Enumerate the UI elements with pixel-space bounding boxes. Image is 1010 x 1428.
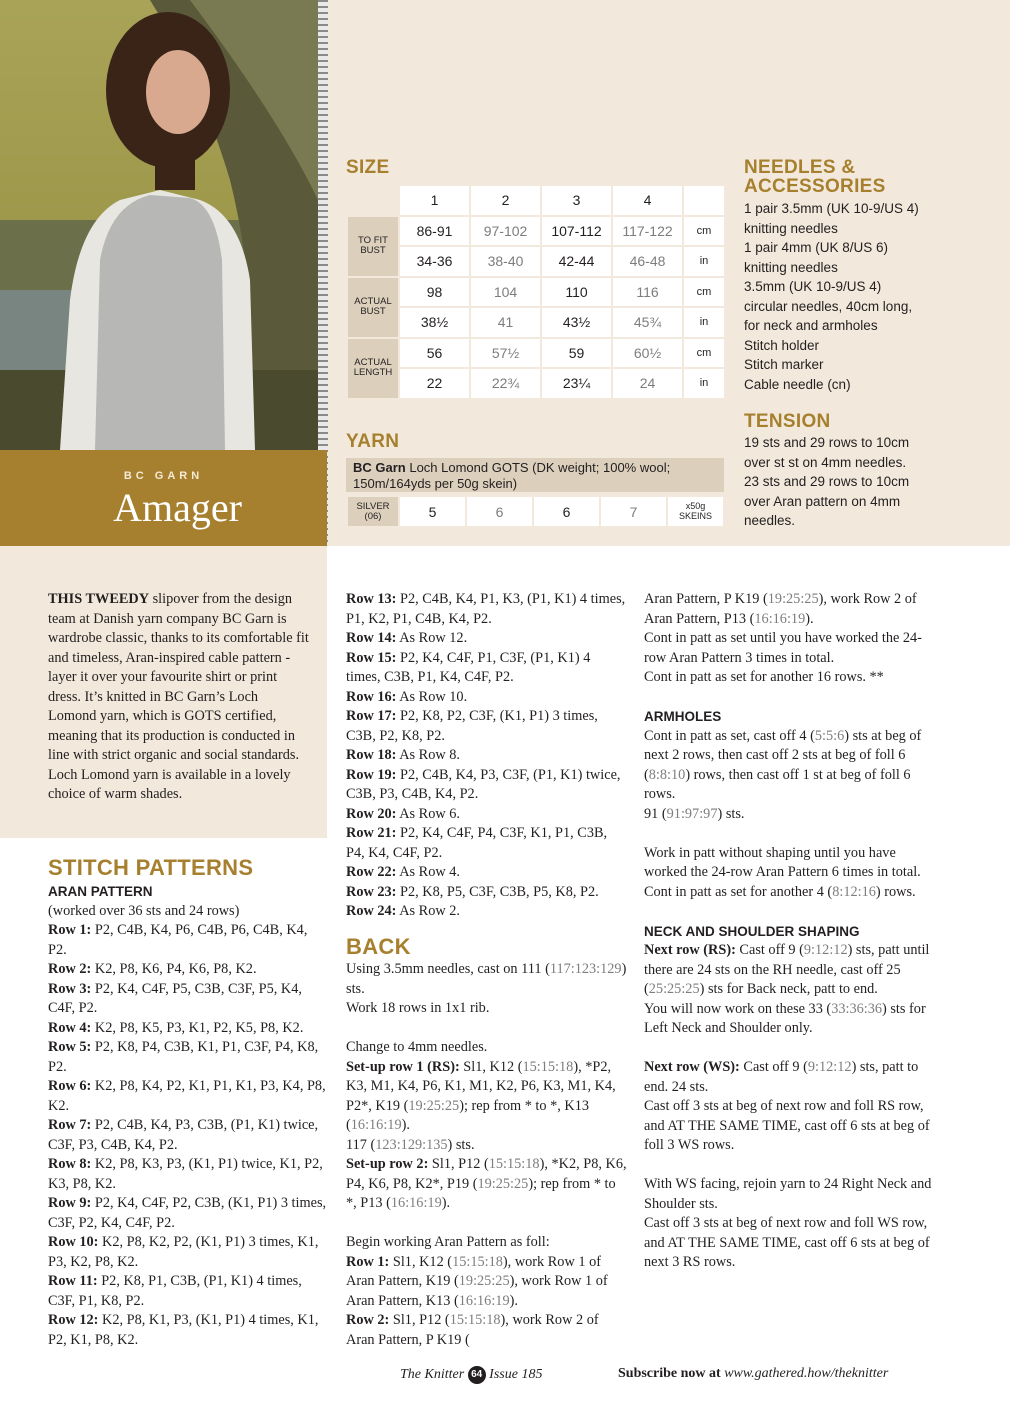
stitch-heading: STITCH PATTERNS — [48, 855, 254, 880]
pattern-row: Row 4: K2, P8, K5, P3, K1, P2, K5, P8, K2. — [48, 1019, 304, 1036]
cell: 97-102 — [471, 217, 540, 246]
cell: 59 — [542, 339, 611, 368]
pattern-row: Row 11: P2, K8, P1, C3B, (P1, K1) 4 times, C3F, P1, K8, P2. — [48, 1273, 302, 1309]
intro-lead: THIS TWEEDY — [48, 591, 150, 607]
yarn-unit: x50g SKEINS — [668, 497, 723, 526]
pattern-row: Row 14: As Row 12. — [346, 630, 468, 646]
cell: 117-122 — [613, 217, 682, 246]
cell: 45¾ — [613, 308, 682, 337]
pattern-row: Row 12: K2, P8, K1, P3, (K1, P1) 4 times, K1, P2, K1, P8, K2. — [48, 1312, 319, 1348]
pattern-row: Row 22: As Row 4. — [346, 864, 460, 880]
cell: 24 — [613, 369, 682, 398]
neck-heading: NECK AND SHOULDER SHAPING — [644, 923, 860, 939]
size-col: 3 — [542, 186, 611, 215]
pattern-row: Row 21: P2, K4, C4F, P4, C3F, K1, P1, C3B, P4, K4, C4F, P2. — [346, 825, 608, 861]
cell: 116 — [613, 278, 682, 307]
size-col: 2 — [471, 186, 540, 215]
cell: 23¼ — [542, 369, 611, 398]
cell: 38½ — [400, 308, 469, 337]
cell: 38-40 — [471, 247, 540, 276]
row-label: ACTUAL LENGTH — [348, 339, 398, 398]
pattern-row: Row 2: K2, P8, K6, P4, K6, P8, K2. — [48, 961, 257, 977]
unit-cell: in — [684, 247, 724, 276]
size-table — [346, 184, 726, 400]
cell: 34-36 — [400, 247, 469, 276]
needles-heading: NEEDLES & ACCESSORIES — [744, 157, 886, 197]
yarn-heading: YARN — [346, 431, 400, 452]
cell: 98 — [400, 278, 469, 307]
pattern-row: Row 10: K2, P8, K2, P2, (K1, P1) 3 times, K1, P3, K2, P8, K2. — [48, 1234, 319, 1270]
cell: 22¾ — [471, 369, 540, 398]
pattern-row: Row 6: K2, P8, K4, P2, K1, P1, K1, P3, K4, P8, K2. — [48, 1078, 326, 1114]
pattern-row: Row 3: P2, K4, C4F, P5, C3B, C3F, P5, K4, C4F, P2. — [48, 980, 302, 1016]
middle-column — [346, 590, 626, 922]
pattern-row: Row 17: P2, K8, P2, C3F, (K1, P1) 3 times, C3B, P2, K8, P2. — [346, 708, 598, 744]
issue-number: Issue 185 — [489, 1367, 543, 1383]
magazine-name: The Knitter — [400, 1367, 465, 1383]
yarn-brand: BC Garn — [353, 460, 406, 475]
stitch-column: ARAN PATTERN (worked over 36 sts and 24 rows) Row 1: P2, C4B, K4, P6, C4B, P6, C4B, K4, P2. Row 2: K2, P8, K6, P4, K6, P8, K2. Row 3: P2, K4, C4F, P5, C3B, C3F, P5, K4, C4F, P2. Row 4: K2, P8, K5, P3, K1, P2, K5, P8, K2. Row 5: P2, K8, P4, C3B, K1, P1, C3F, P4, K8, P2. Row 6: K2, P8, K4, P2, K1, P1, K1, P3, K4, P8, K2. Row 7: P2, C4B, K4, P3, C3B, (P1, K1) twice, C3F, P3, C4B, K4, P2. Row 8: K2, P8, K3, P3, (K1, P1) twice, K1, P2, K3, P8, K2. Row 9: P2, K4, C4F, P2, C3B, (K1, P1) 3 times, C3F, P2, K4, C4F, P2. Row 10: K2, P8, K2, P2, (K1, P1) 3 times, K1, P3, K2, P8, K2. Row 11: P2, K8, P1, C3B, (P1, K1) 4 times, C3F, P1, K8, P2. Row 12: K2, P8, K1, P3, (K1, P1) 4 times, K1, P2, K1, P8, K2. — [48, 882, 328, 1350]
yarn-amount: 5 — [400, 497, 465, 526]
unit-cell: cm — [684, 278, 724, 307]
right-column: Aran Pattern, P K19 (19:25:25), work Row 2 of Aran Pattern, P13 (16:16:19). Cont in patt as set until you have worked the 24-row Aran Pattern 3 times in total. Cont in patt as set for another 16 rows. ** ARMHOLES Cont in patt as set, cast off 4 (5:5:6) sts at beg of next 2 rows, then cast off 2 sts at beg of foll 6 (8:8:10) rows, then cast off 1 st at beg of foll 6 rows. 91 (91:97:97) sts. Work in patt without shaping until you have worked the 24-row Aran Pattern 6 times in total. Cont in patt as set for another 4 (8:12:16) rows. NECK AND SHOULDER SHAPING Next row (RS): Cast off 9 (9:12:12) sts, patt until there are 24 sts on the RH needle, cast off 25 (25:25:25) sts for Back neck, patt to end. You will now work on these 33 (33:36:36) sts for Left Neck and Shoulder only. Next row (WS): Cast off 9 (9:12:12) sts, patt to end. 24 sts. Cast off 3 sts at beg of next row and foll RS row, and AT THE SAME TIME, cast off 6 sts at beg of foll 3 WS rows. With WS facing, rejoin yarn to 24 Right Neck and Shoulder sts. Cast off 3 sts at beg of next row and foll WS row, and AT THE SAME TIME, cast off 6 sts at beg of next 3 RS rows. — [644, 590, 934, 1273]
unit-cell: cm — [684, 339, 724, 368]
pattern-row: Row 19: P2, C4B, K4, P3, C3F, (P1, K1) twice, C3B, P3, C4B, K4, P2. — [346, 766, 621, 802]
pattern-row: Row 15: P2, K4, C4F, P1, C3F, (P1, K1) 4 times, C3B, P1, K4, C4F, P2. — [346, 649, 591, 685]
brand-label: BC GARN — [123, 470, 204, 482]
pattern-title: Amager — [113, 485, 242, 530]
pattern-row: Row 24: As Row 2. — [346, 903, 460, 919]
armholes-heading: ARMHOLES — [644, 709, 722, 724]
pattern-row: Row 18: As Row 8. — [346, 747, 460, 763]
cell: 107-112 — [542, 217, 611, 246]
pattern-row: Row 13: P2, C4B, K4, P1, K3, (P1, K1) 4 times, P1, K2, P1, C4B, K4, P2. — [346, 591, 626, 627]
back-heading: BACK — [346, 934, 411, 959]
yarn-amount: 6 — [534, 497, 599, 526]
row-label: ACTUAL BUST — [348, 278, 398, 337]
pattern-row: Row 16: As Row 10. — [346, 688, 468, 705]
unit-cell: in — [684, 308, 724, 337]
yarn-amount: 7 — [601, 497, 666, 526]
pattern-row: Row 8: K2, P8, K3, P3, (K1, P1) twice, K1, P2, K3, P8, K2. — [48, 1156, 323, 1192]
size-col: 4 — [613, 186, 682, 215]
cell: 41 — [471, 308, 540, 337]
unit-cell: cm — [684, 217, 724, 246]
aran-subheading: ARAN PATTERN — [48, 884, 153, 899]
size-heading: SIZE — [346, 157, 390, 178]
subscribe-link[interactable]: www.gathered.how/theknitter — [724, 1366, 889, 1381]
pattern-row: Row 20: As Row 6. — [346, 805, 460, 822]
back-column: Using 3.5mm needles, cast on 111 (117:123:129) sts. Work 18 rows in 1x1 rib. Change to 4mm needles. Set-up row 1 (RS): Sl1, K12 (15:15:18), *P2, K3, M1, K4, P6, K1, M1, K2, P6, K3, M1, K4, P2*, K19 (19:25:25); rep from * to *, K13 (16:16:19). 117 (123:129:135) sts. Set-up row 2: Sl1, P12 (15:15:18), *K2, P8, K6, P4, K6, P8, K2*, P19 (19:25:25); rep from * to *, P13 (16:16:19). Begin working Aran Pattern as foll: Row 1: Sl1, K12 (15:15:18), work Row 1 of Aran Pattern, K19 (19:25:25), work Row 1 of Aran Pattern, K13 (16:16:19). Row 2: Sl1, P12 (15:15:18), work Row 2 of Aran Pattern, P K19 ( — [346, 961, 627, 1348]
pattern-row: Row 9: P2, K4, C4F, P2, C3B, (K1, P1) 3 times, C3F, P2, K4, C4F, P2. — [48, 1195, 327, 1231]
pattern-row: Row 1: P2, C4B, K4, P6, C4B, P6, C4B, K4, P2. — [48, 922, 308, 958]
tension-list: 19 sts and 29 rows to 10cm over st st on 4mm needles. 23 sts and 29 rows to 10cm over Aran pattern on 4mm needles. — [744, 435, 910, 528]
cell: 57½ — [471, 339, 540, 368]
size-col: 1 — [400, 186, 469, 215]
cell: 56 — [400, 339, 469, 368]
needles-list: 1 pair 3.5mm (UK 10-9/US 4) knitting needles 1 pair 4mm (UK 8/US 6) knitting needles 3.5mm (UK 10-9/US 4) circular needles, 40cm long, for neck and armholes Stitch holder Stitch marker Cable needle (cn) — [744, 201, 919, 392]
yarn-table — [346, 495, 725, 528]
yarn-colour: SILVER (06) — [348, 497, 398, 526]
model-photo — [0, 0, 318, 450]
cell: 86-91 — [400, 217, 469, 246]
cell: 110 — [542, 278, 611, 307]
unit-cell: in — [684, 369, 724, 398]
yarn-amount: 6 — [467, 497, 532, 526]
pattern-row: Row 23: P2, K8, P5, C3F, C3B, P5, K8, P2. — [346, 883, 599, 900]
page-number: 64 — [468, 1366, 486, 1384]
cell: 104 — [471, 278, 540, 307]
cell: 22 — [400, 369, 469, 398]
footer: The Knitter 64 Issue 185 Subscribe now at www.gathered.how/theknitter — [400, 1366, 889, 1383]
pattern-row: Row 5: P2, K8, P4, C3B, K1, P1, C3F, P4, K8, P2. — [48, 1039, 319, 1075]
tension-heading: TENSION — [744, 411, 831, 432]
cell: 60½ — [613, 339, 682, 368]
cell: 43½ — [542, 308, 611, 337]
intro-text: THIS TWEEDY slipover from the design team at Danish yarn company BC Garn is wardrobe classic, thanks to its comfortable fit and timeless, Aran-inspired cable pattern - layer it over your favourite shirt or print dress. It’s knitted in BC Garn’s Loch Lomond yarn, which is GOTS certified, meaning that its production is conducted in line with strict organic and social standards. Loch Lomond yarn is available in a lovely choice of warm shades. — [48, 591, 309, 802]
yarn-description: BC Garn Loch Lomond GOTS (DK weight; 100% wool; 150m/164yds per 50g skein) — [353, 460, 671, 491]
cell: 42-44 — [542, 247, 611, 276]
row-label: TO FIT BUST — [348, 217, 398, 276]
cell: 46-48 — [613, 247, 682, 276]
pattern-row: Row 7: P2, C4B, K4, P3, C3B, (P1, K1) twice, C3F, P3, C4B, K4, P2. — [48, 1117, 319, 1153]
